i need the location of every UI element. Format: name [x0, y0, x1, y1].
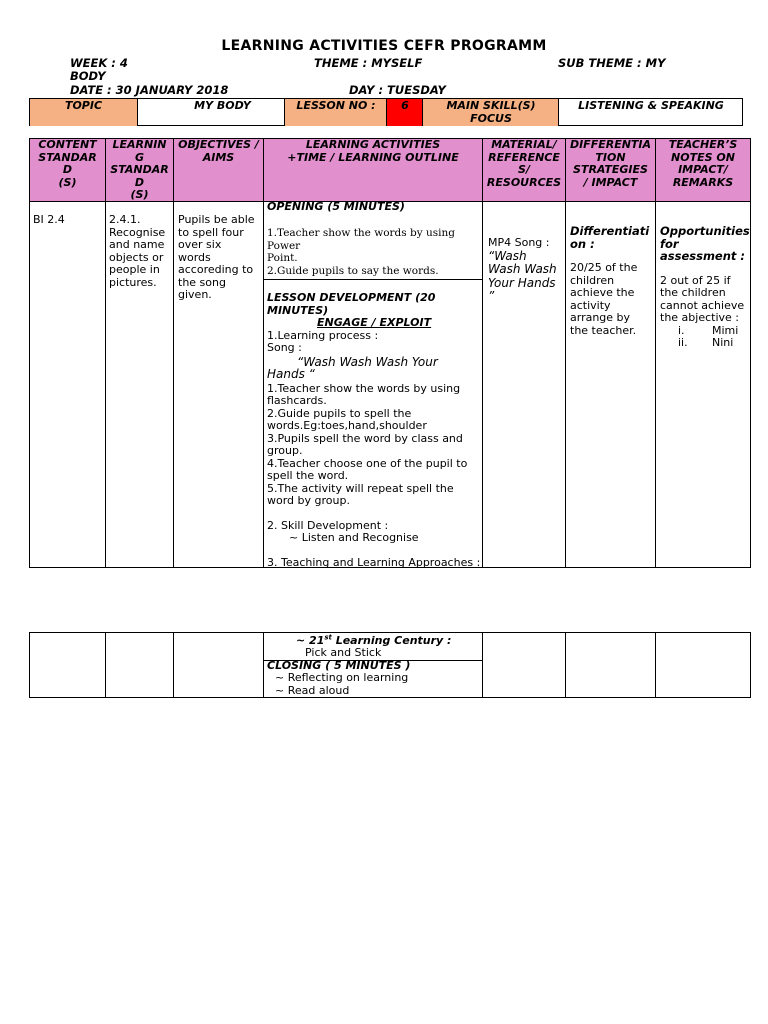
main-skill-label [422, 99, 559, 126]
main-skill-value: LISTENING & SPEAKING [558, 99, 743, 126]
lesson-development: LESSON DEVELOPMENT (20 MINUTES) ENGAGE / EXPLOIT 1.Learning process : Song : “Wash Wash Wash Your Hands “ 1.Teacher show the words by using flashcards. 2.Guide pupils to spell the words.Eg:toes,hand,shoulder 3.Pupils spell the word by class and group. 4.Teacher choose one of the pupil to spell the word. 5.The activity will repeat spell the word by group. 2. Skill Development : ~ Listen and Recognise 3. Teaching and Learning Approaches : [267, 291, 481, 569]
lesson-table-continued [29, 632, 751, 698]
list-item: i. Mimi [678, 323, 739, 337]
main-skill-label-line2: FOCUS [470, 111, 512, 125]
page-title: LEARNING ACTIVITIES CEFR PROGRAMM [221, 38, 547, 54]
col-header-materials: MATERIAL/ REFERENCE S/ RESOURCES [486, 138, 562, 189]
list-item: ii. Nini [678, 336, 734, 349]
differentiation-value: Differentiati on : 20/25 of the children achieve the activity arrange by the teacher. [570, 224, 650, 337]
col-header-objectives: OBJECTIVES / AIMS [178, 138, 259, 164]
topic-value: MY BODY [137, 99, 307, 126]
day-label: DAY : TUESDAY [349, 83, 446, 97]
learning-standard-value: 2.4.1. Recognise and name objects or people in pictures. [109, 213, 166, 289]
week-label: WEEK : 4 [70, 56, 128, 70]
century-learning-title: ~ 21st Learning Century : [296, 633, 452, 647]
topic-row [29, 98, 743, 126]
closing-items: ~ Reflecting on learning ~ Read aloud [275, 671, 409, 697]
materials-value: MP4 Song : “Wash Wash Wash Your Hands ” [488, 236, 557, 303]
col-header-learning-activities: LEARNING ACTIVITIES +TIME / LEARNING OUTLINE [287, 138, 459, 164]
topic-label: TOPIC [30, 99, 137, 126]
closing-title: CLOSING ( 5 MINUTES ) [267, 659, 411, 672]
theme-label: THEME : MYSELF [314, 56, 423, 70]
sub-theme-continuation: BODY [70, 69, 106, 83]
col-header-differentiation: DIFFERENTIA TION STRATEGIES / IMPACT [569, 138, 652, 189]
date-label: DATE : 30 JANUARY 2018 [70, 83, 229, 97]
lesson-table [29, 138, 751, 568]
opening-items: 1.Teacher show the words by using Power Point. 2.Guide pupils to say the words. [267, 227, 455, 277]
col-header-content-standard: CONTENT STANDAR D (S) [38, 138, 97, 189]
lesson-development-title: LESSON DEVELOPMENT (20 [267, 291, 436, 304]
pick-and-stick: Pick and Stick [305, 646, 382, 659]
engage-exploit-title: ENGAGE / EXPLOIT [317, 316, 432, 329]
col-header-teacher-notes: TEACHER’S NOTES ON IMPACT/ REMARKS [668, 138, 738, 189]
opening-title: OPENING (5 MINUTES) [267, 200, 405, 213]
lesson-label: LESSON NO : [284, 99, 387, 126]
col-header-learning-standard: LEARNIN G STANDAR D (S) [110, 138, 169, 201]
song-title: “Wash Wash Wash Your [297, 354, 438, 369]
sub-theme-label: SUB THEME : MY [558, 56, 666, 70]
content-standard-value: BI 2.4 [33, 213, 65, 226]
teacher-notes-value: Opportunities for assessment : 2 out of 25 if the children cannot achieve the abjective : i. Mimi ii. Nini [660, 224, 750, 349]
steps-list: 1.Teacher show the words by using flashcards. 2.Guide pupils to spell the words.Eg:toes,hand,shoulder 3.Pupils spell the word by class and group. 4.Teacher choose one of the pupil to spell the word. 5.The activity will repeat spell the word by group. [267, 381, 468, 507]
skill-development: 2. Skill Development : [267, 518, 389, 532]
teaching-approaches: 3. Teaching and Learning Approaches : [267, 555, 481, 569]
lesson-value: 6 [386, 99, 423, 126]
objectives-value: Pupils be able to spell four over six words accoreding to the song given. [178, 213, 255, 301]
main-skill-label-line1: MAIN SKILL(S) [446, 99, 536, 112]
